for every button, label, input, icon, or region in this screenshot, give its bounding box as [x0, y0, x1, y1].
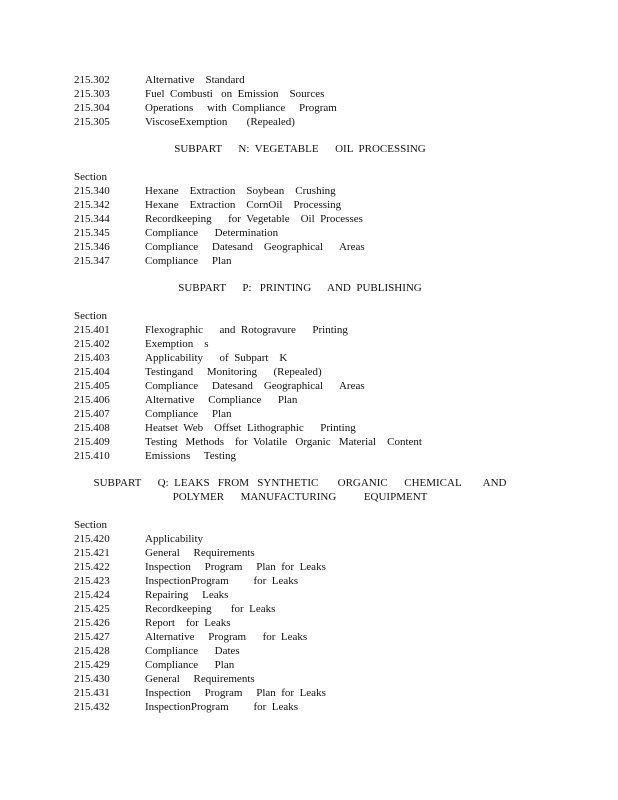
toc-entry	[74, 393, 297, 407]
toc-entry	[74, 379, 365, 393]
section-title: Inspection Program Plan for Leaks	[145, 687, 326, 699]
section-title: Alternative Standard	[145, 74, 245, 86]
toc-entry	[74, 532, 203, 546]
section-number: 215.422	[74, 561, 110, 573]
toc-entry	[74, 212, 363, 226]
section-title: General Requirements	[145, 673, 255, 685]
toc-entry	[74, 323, 348, 337]
section-title: Repairing Leaks	[145, 589, 229, 601]
section-number: 215.428	[74, 645, 110, 657]
section-number: 215.423	[74, 575, 110, 587]
section-number: 215.346	[74, 241, 110, 253]
section-number: 215.425	[74, 603, 110, 615]
section-number: 215.340	[74, 185, 110, 197]
section-title: Fuel Combusti on Emission Sources	[145, 88, 325, 100]
toc-entry	[74, 574, 298, 588]
section-title: Recordkeeping for Leaks	[145, 603, 276, 615]
section-title: Compliance Plan	[145, 659, 235, 671]
toc-entry	[74, 101, 337, 115]
section-title: General Requirements	[145, 547, 255, 559]
section-title: Report for Leaks	[145, 617, 231, 629]
section-title: Compliance Datesand Geographical Areas	[145, 380, 365, 392]
section-title: Testingand Monitoring (Repealed)	[145, 366, 322, 378]
section-number: 215.408	[74, 422, 110, 434]
section-title: ViscoseExemption (Repealed)	[145, 116, 295, 128]
section-number: 215.404	[74, 366, 110, 378]
toc-entry	[74, 672, 255, 686]
section-number: 215.406	[74, 394, 110, 406]
section-title: Testing Methods for Volatile Organic Material Content	[145, 436, 422, 448]
section-number: 215.430	[74, 673, 110, 685]
subpart-q-heading-line1: SUBPART Q: LEAKS FROM SYNTHETIC ORGANIC CHEMICAL AND	[93, 477, 507, 489]
subpart-p-heading: SUBPART P: PRINTING AND PUBLISHING	[178, 282, 422, 294]
toc-entry	[74, 337, 209, 351]
toc-entry	[74, 616, 231, 630]
section-number: 215.409	[74, 436, 110, 448]
toc-entry	[74, 407, 231, 421]
section-number: 215.431	[74, 687, 110, 699]
section-number: 215.405	[74, 380, 110, 392]
section-label: Section	[74, 171, 107, 183]
section-number: 215.342	[74, 199, 110, 211]
section-title: Applicability of Subpart K	[145, 352, 288, 364]
section-number: 215.401	[74, 324, 110, 336]
section-number: 215.429	[74, 659, 110, 671]
toc-entry	[74, 435, 422, 449]
section-number: 215.304	[74, 102, 110, 114]
toc-entry	[74, 240, 365, 254]
toc-entry	[74, 449, 236, 463]
toc-entry	[74, 254, 231, 268]
section-number: 215.421	[74, 547, 110, 559]
toc-entry	[74, 115, 295, 129]
toc-entry	[74, 226, 278, 240]
section-number: 215.402	[74, 338, 110, 350]
section-title: Flexographic and Rotogravure Printing	[145, 324, 348, 336]
section-title: Compliance Dates	[145, 645, 240, 657]
section-number: 215.345	[74, 227, 110, 239]
toc-entry	[74, 602, 275, 616]
section-label: Section	[74, 519, 107, 531]
section-title: Compliance Plan	[145, 255, 232, 267]
section-title: Recordkeeping for Vegetable Oil Processes	[145, 213, 363, 225]
section-title: Alternative Compliance Plan	[145, 394, 298, 406]
toc-entry	[74, 630, 307, 644]
section-label: Section	[74, 310, 107, 322]
toc-entry	[74, 184, 336, 198]
section-number: 215.426	[74, 617, 110, 629]
section-number: 215.410	[74, 450, 110, 462]
toc-entry	[74, 421, 356, 435]
section-title: Heatset Web Offset Lithographic Printing	[145, 422, 356, 434]
section-title: Compliance Plan	[145, 408, 232, 420]
section-title: InspectionProgram for Leaks	[145, 575, 299, 587]
subpart-q-heading-line2: POLYMER MANUFACTURING EQUIPMENT	[172, 491, 428, 503]
toc-entry	[74, 351, 287, 365]
section-title: Emissions Testing	[145, 450, 237, 462]
section-title: Hexane Extraction CornOil Processing	[145, 199, 342, 211]
section-number: 215.305	[74, 116, 110, 128]
section-number: 215.424	[74, 589, 110, 601]
section-number: 215.302	[74, 74, 110, 86]
section-title: Compliance Datesand Geographical Areas	[145, 241, 365, 253]
section-number: 215.403	[74, 352, 110, 364]
toc-entry	[74, 73, 245, 87]
section-number: 215.347	[74, 255, 110, 267]
section-number: 215.303	[74, 88, 110, 100]
toc-entry	[74, 686, 326, 700]
section-title: Inspection Program Plan for Leaks	[145, 561, 326, 573]
toc-entry	[74, 87, 324, 101]
toc-entry	[74, 700, 298, 714]
subpart-n-heading: SUBPART N: VEGETABLE OIL PROCESSING	[174, 143, 426, 155]
section-number: 215.432	[74, 701, 110, 713]
section-title: Compliance Determination	[145, 227, 279, 239]
section-title: Hexane Extraction Soybean Crushing	[145, 185, 336, 197]
section-number: 215.420	[74, 533, 110, 545]
section-number: 215.427	[74, 631, 110, 643]
section-title: Exemption s	[145, 338, 209, 350]
toc-entry	[74, 560, 326, 574]
section-title: Operations with Compliance Program	[145, 102, 337, 114]
section-title: InspectionProgram for Leaks	[145, 701, 299, 713]
toc-entry	[74, 198, 341, 212]
toc-entry	[74, 546, 255, 560]
section-number: 215.344	[74, 213, 110, 225]
toc-entry	[74, 365, 322, 379]
section-number: 215.407	[74, 408, 110, 420]
section-title: Alternative Program for Leaks	[145, 631, 308, 643]
toc-entry	[74, 644, 240, 658]
toc-entry	[74, 658, 234, 672]
toc-entry	[74, 588, 228, 602]
section-title: Applicability	[145, 533, 204, 545]
